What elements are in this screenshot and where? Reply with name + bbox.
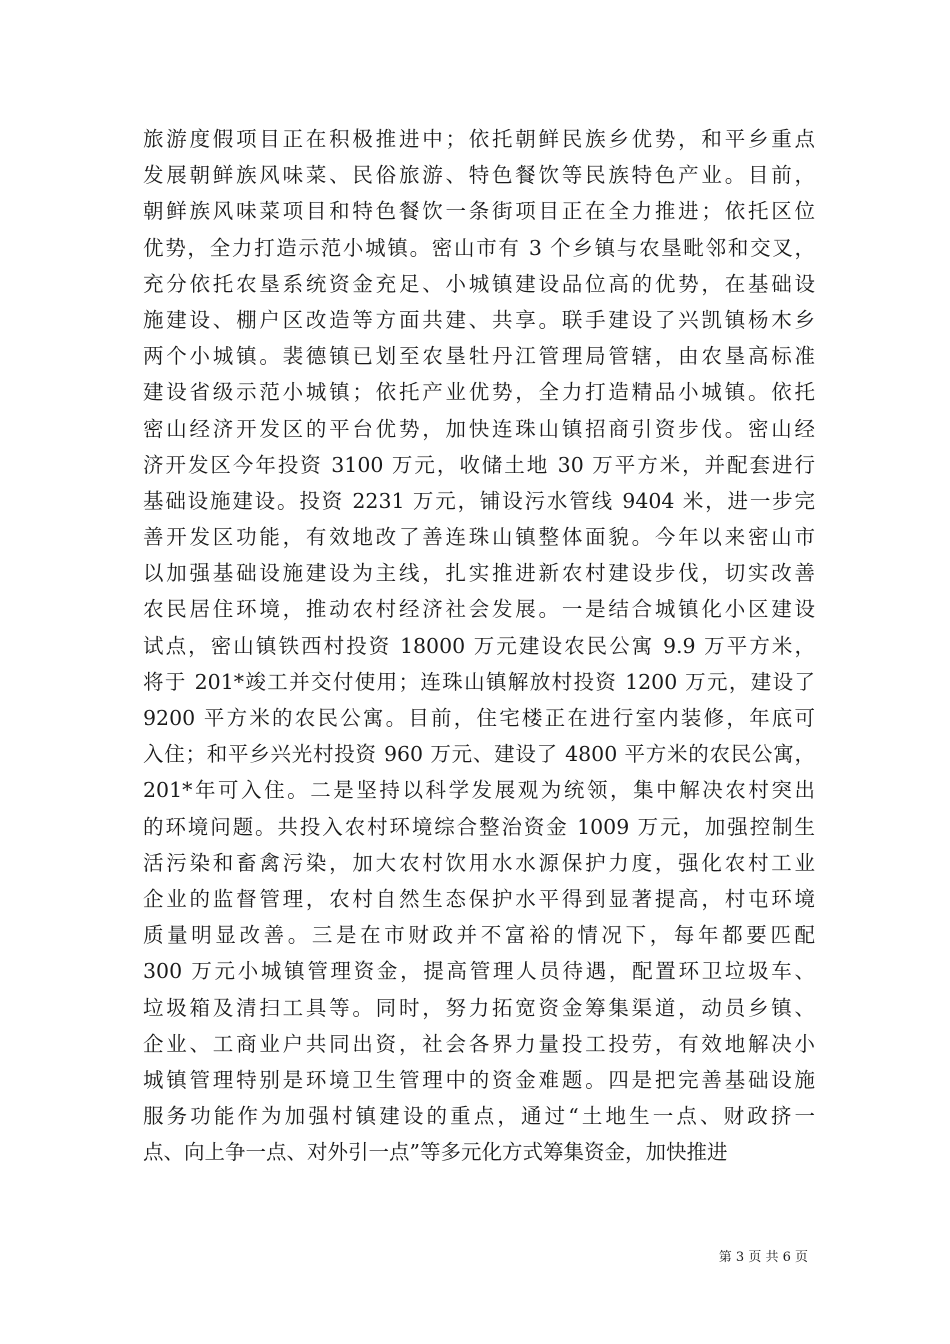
text-line: 将于 201*竣工并交付使用；连珠山镇解放村投资 1200 万元，建设了: [143, 669, 815, 694]
text-line: 朝鲜族风味菜项目和特色餐饮一条街项目正在全力推进；依托区位: [143, 199, 815, 224]
text-line: 济开发区今年投资 3100 万元，收储土地 30 万平方米，并配套进行: [143, 452, 815, 477]
text-line: 建设省级示范小城镇；依托产业优势，全力打造精品小城镇。依托: [143, 380, 815, 405]
text-line: 农民居住环境，推动农村经济社会发展。一是结合城镇化小区建设: [143, 597, 815, 622]
text-line: 300 万元小城镇管理资金，提高管理人员待遇，配置环卫垃圾车、: [143, 959, 815, 984]
text-line: 企业、工商业户共同出资，社会各界力量投工投劳，有效地解决小: [143, 1031, 815, 1056]
text-line: 以加强基础设施建设为主线，扎实推进新农村建设步伐，切实改善: [143, 561, 815, 586]
text-line: 的环境问题。共投入农村环境综合整治资金 1009 万元，加强控制生: [143, 814, 815, 839]
text-line: 试点，密山镇铁西村投资 18000 万元建设农民公寓 9.9 万平方米，: [143, 633, 815, 658]
text-line: 9200 平方米的农民公寓。目前，住宅楼正在进行室内装修，年底可: [143, 706, 815, 730]
text-line: 善开发区功能，有效地改了善连珠山镇整体面貌。今年以来密山市: [143, 525, 815, 550]
text-line: 旅游度假项目正在积极推进中；依托朝鲜民族乡优势，和平乡重点: [143, 127, 815, 151]
text-line: 充分依托农垦系统资金充足、小城镇建设品位高的优势，在基础设: [143, 271, 815, 296]
page-number: 第 3 页 共 6 页: [718, 1250, 808, 1265]
text-line: 施建设、棚户区改造等方面共建、共享。联手建设了兴凯镇杨木乡: [143, 307, 815, 332]
text-line: 服务功能作为加强村镇建设的重点，通过“土地生一点、财政挤一: [143, 1104, 815, 1129]
text-line: 企业的监督管理，农村自然生态保护水平得到显著提高，村屯环境: [143, 886, 815, 911]
text-line: 质量明显改善。三是在市财政并不富裕的情况下，每年都要匹配: [143, 923, 815, 948]
text-line: 活污染和畜禽污染，加大农村饮用水水源保护力度，强化农村工业: [143, 850, 815, 875]
body-text: [143, 121, 815, 1170]
text-line: 入住；和平乡兴光村投资 960 万元、建设了 4800 平方米的农民公寓，: [143, 742, 815, 767]
text-line: 发展朝鲜族风味菜、民俗旅游、特色餐饮等民族特色产业。目前，: [143, 163, 815, 188]
text-line: 201*年可入住。二是坚持以科学发展观为统领，集中解决农村突出: [143, 778, 815, 803]
text-line: 密山经济开发区的平台优势，加快连珠山镇招商引资步伐。密山经: [143, 416, 815, 441]
text-line: 垃圾箱及清扫工具等。同时，努力拓宽资金筹集渠道，动员乡镇、: [143, 995, 815, 1020]
text-line: 城镇管理特别是环境卫生管理中的资金难题。四是把完善基础设施: [143, 1067, 815, 1092]
text-line: 基础设施建设。投资 2231 万元，铺设污水管线 9404 米，进一步完: [143, 488, 815, 513]
text-line: 两个小城镇。裴德镇已划至农垦牡丹江管理局管辖，由农垦高标准: [143, 344, 815, 369]
text-line: 优势，全力打造示范小城镇。密山市有 3 个乡镇与农垦毗邻和交叉，: [143, 235, 815, 260]
text-line: 点、向上争一点、对外引一点”等多元化方式筹集资金，加快推进: [143, 1140, 728, 1165]
